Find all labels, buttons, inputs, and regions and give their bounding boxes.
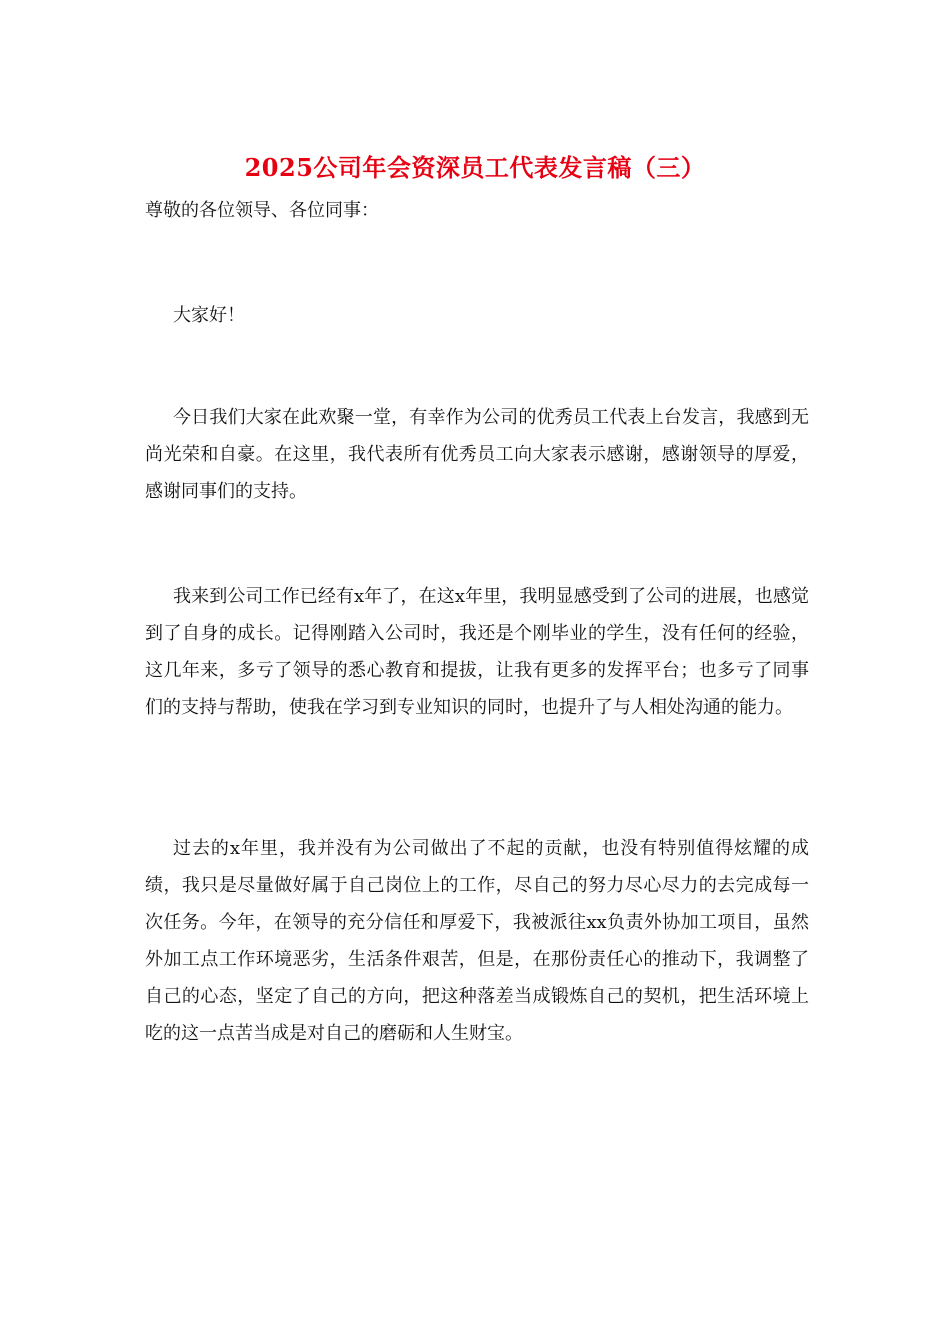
body-paragraph-1: 今日我们大家在此欢聚一堂，有幸作为公司的优秀员工代表上台发言，我感到无尚光荣和自豪。在这里，我代表所有优秀员工向大家表示感谢，感谢领导的厚爱，感谢同事们的支持。 (145, 407, 809, 502)
body-paragraph-3: 过去的x年里，我并没有为公司做出了不起的贡献，也没有特别值得炫耀的成绩，我只是尽量做好属于自己岗位上的工作，尽自己的努力尽心尽力的去完成每一次任务。今年，在领导的充分信任和厚爱下，我被派往xx负责外协加工项目，虽然外加工点工作环境恶劣，生活条件艰苦，但是，在那份责任心的推动下，我调整了自己的心态，坚定了自己的方向，把这种落差当成锻炼自己的契机，把生活环境上吃的这一点苦当成是对自己的磨砺和人生财宝。 (145, 838, 809, 1044)
greeting-paragraph: 大家好！ (173, 305, 245, 326)
salutation: 尊敬的各位领导、各位同事： (145, 200, 379, 221)
page-title: 2025公司年会资深员工代表发言稿（三） (244, 153, 706, 182)
body-paragraph-2: 我来到公司工作已经有x年了，在这x年里，我明显感受到了公司的进展，也感觉到了自身的成长。记得刚踏入公司时，我还是个刚毕业的学生，没有任何的经验，这几年来，多亏了领导的悉心教育和提拔，让我有更多的发挥平台；也多亏了同事们的支持与帮助，使我在学习到专业知识的同时，也提升了与人相处沟通的能力。 (145, 586, 809, 718)
